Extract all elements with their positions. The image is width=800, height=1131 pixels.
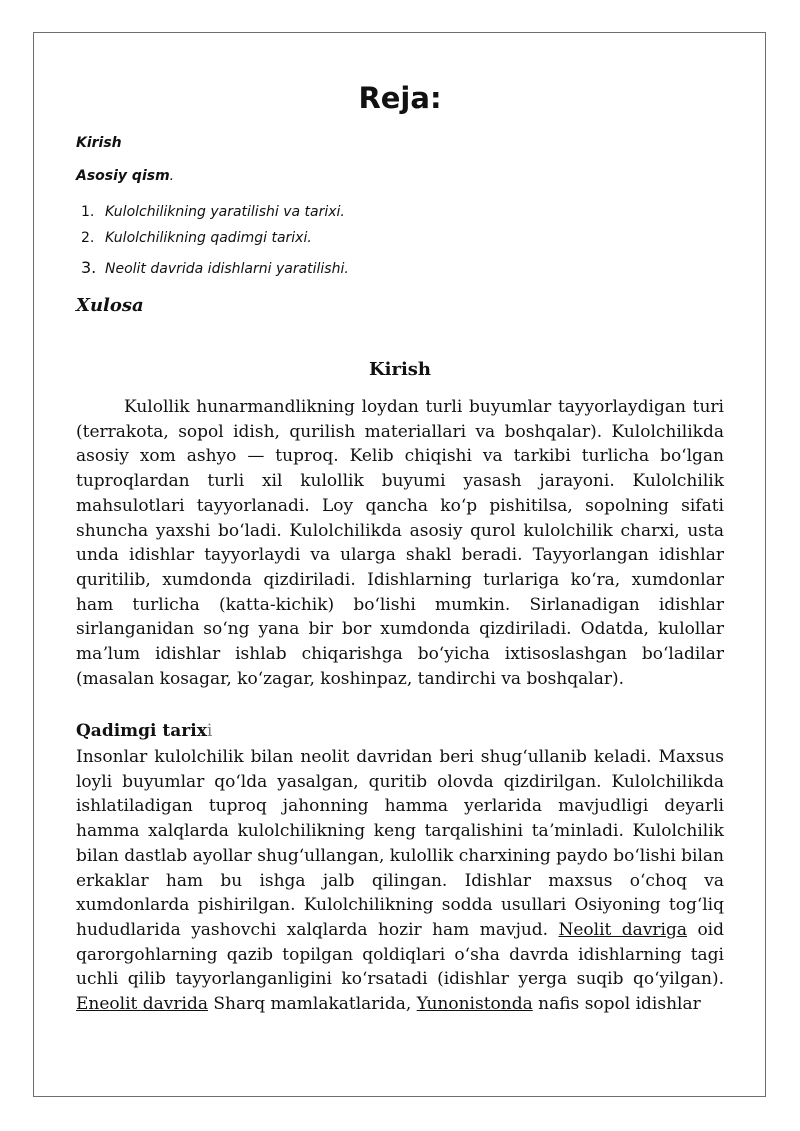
plan-intro: Kirish: [76, 135, 122, 151]
list-item-text: Neolit davrida idishlarni yaratilishi.: [105, 261, 349, 277]
list-item-text: Kulolchilikning qadimgi tarixi.: [105, 230, 312, 246]
plan-main-label: Asosiy qism: [76, 168, 170, 184]
history-text-3: Sharq mamlakatlarida,: [207, 994, 417, 1015]
plan-list-item: [81, 230, 312, 246]
eneolit-davrida-link[interactable]: Eneolit davrida: [76, 994, 208, 1015]
yunonistonda-link[interactable]: Yunonistonda: [416, 994, 533, 1015]
plan-main: [76, 168, 174, 184]
plan-list-item: [81, 258, 349, 277]
neolit-davriga-link[interactable]: Neolit davriga: [558, 919, 688, 940]
history-heading-tail: i: [206, 721, 213, 741]
intro-paragraph: [76, 395, 724, 691]
plan-conclusion: Xulosa: [76, 295, 144, 316]
history-text-1: Insonlar kulolchilik bilan neolit davridan beri shugʻullanib keladi. Maxsus loyli buyumlar qoʻlda yasalgan, quritib olovda qizdirilgan. Kulolchilikda ishlatiladigan tuproq jahonning hamma yerlarida mavjudligi deyarli hamma xalqlarda kulolchilikning keng tarqalishini taʼminladi. Kulolchilik bilan dastlab ayollar shugʻullangan, kulollik charxining paydo boʻlishi bilan erkaklar ham bu ishga jalb qilingan. Idishlar maxsus oʻchoq va xumdonlarda pishirilgan. Kulolchilikning sodda usullari Osiyoning togʻliq hududlarida yashovchi xalqlarda hozir ham mavjud.: [76, 747, 724, 940]
plan-list-item: [81, 204, 345, 220]
history-text-2: oid qarorgohlarning qazib topilgan qoldiqlari oʻsha davrda idishlarning tagi uchli qilib tayyorlanganligini koʻrsatadi (idishlar yerga suqib qoʻyilgan).: [76, 919, 724, 990]
plan-main-suffix: .: [169, 168, 175, 184]
list-item-text: Kulolchilikning yaratilishi va tarixi.: [105, 204, 345, 220]
intro-text-start: Kulollik hunarmandlikning loydan turli buyumlar tayyorlaydigan turi (terrakota, sopol idish, qurilish materiallari va boshqalar). Kulolchilikda asosiy xom ashyo — tuproq. Kelib chiqishi va tarkibi turlicha boʻlgan tuproqlardan turli xil kulollik buyumi yasash jarayoni. Kulolchilik mahsulotlari tayyorlanadi. Loy qancha koʻp pishitilsa, sopolning sifati shuncha yaxshi boʻladi. Kulolchilikda asosiy qurol: [76, 397, 724, 541]
history-text-4: nafis sopol idishlar: [532, 994, 701, 1015]
intro-heading: Kirish: [368, 359, 432, 380]
document-page: [33, 32, 766, 1097]
document-title: Reja:: [358, 81, 442, 115]
list-number: 3.: [81, 258, 97, 277]
history-paragraph: [76, 745, 724, 1017]
list-number: 2.: [81, 230, 95, 246]
intro-text-end: , usta unda idishlar tayyorlaydi va ularga shakl beradi. Tayyorlangan idishlar quritilib, xumdonda qizdiriladi. Idishlarning turlariga koʻra, xumdonlar ham turlicha (katta-kichik) boʻlishi mumkin. Sirlanadigan idishlar sirlanganidan soʻng yana bir bor xumdonda qizdiriladi. Odatda, kulollar maʼlum idishlar ishlab chiqarishga boʻyicha ixtisoslashgan boʻladilar (masalan kosagar, koʻzagar, koshinpaz, tandirchi va boshqalar).: [76, 520, 724, 689]
history-heading: [76, 721, 212, 741]
history-heading-text: Qadimgi tarix: [76, 721, 207, 741]
kulolchilik-charxi-link[interactable]: kulolchilik charxi: [523, 520, 675, 541]
list-number: 1.: [81, 204, 95, 220]
